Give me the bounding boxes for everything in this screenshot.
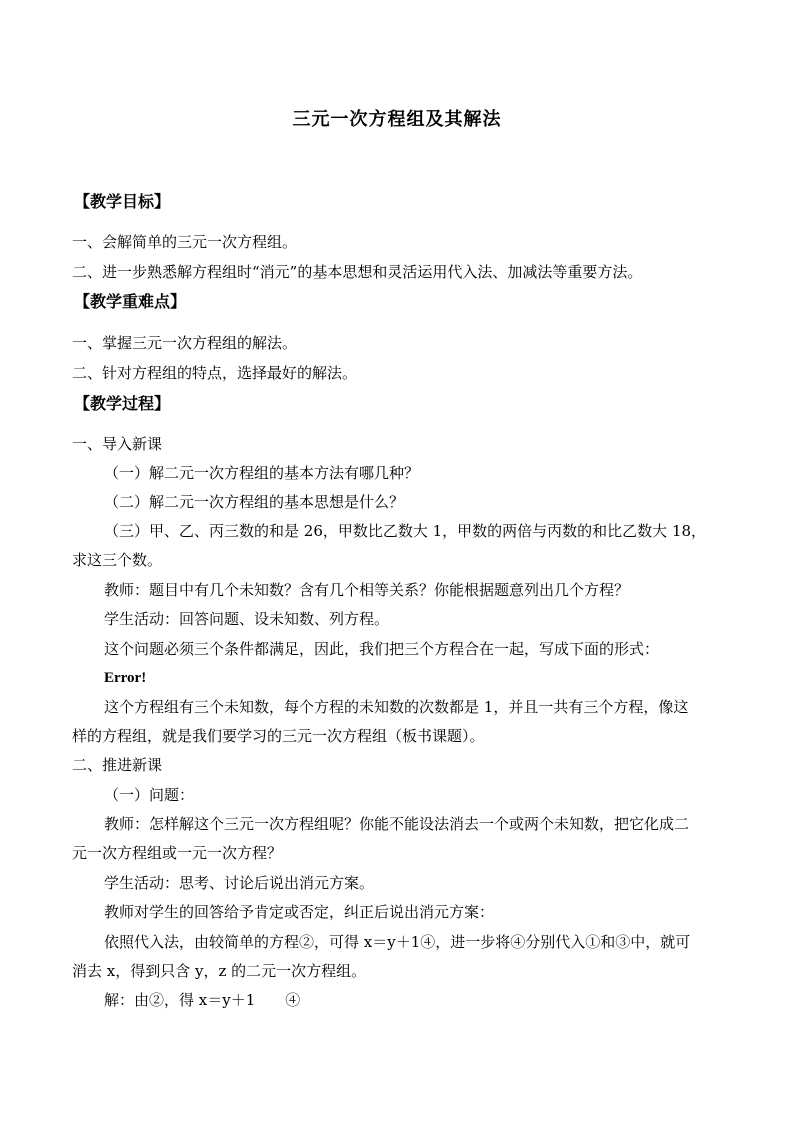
process-line-17: 教师对学生的回答给予肯定或否定，纠正后说出消元方案： xyxy=(104,903,495,921)
process-line-5: 求这三个数。 xyxy=(72,551,163,569)
process-line-7: 学生活动：回答问题、设未知数、列方程。 xyxy=(104,610,390,628)
goal-item-2: 二、进一步熟悉解方程组时“消元”的基本思想和灵活运用代入法、加减法等重要方法。 xyxy=(72,263,643,281)
key-point-item-2: 二、针对方程组的特点，选择最好的解法。 xyxy=(72,364,358,382)
page-title: 三元一次方程组及其解法 xyxy=(292,109,502,130)
process-line-11: 样的方程组，就是我们要学习的三元一次方程组（板书课题）。 xyxy=(72,727,485,745)
process-line-10: 这个方程组有三个未知数，每个方程的未知数的次数都是 1，并且一共有三个方程，像这 xyxy=(104,698,689,716)
section-heading-process: 【教学过程】 xyxy=(74,394,171,413)
goal-item-1: 一、会解简单的三元一次方程组。 xyxy=(72,233,298,251)
error-placeholder: Error! xyxy=(104,670,147,686)
process-line-3: （二）解二元一次方程组的基本思想是什么？ xyxy=(104,493,405,511)
process-line-15: 元一次方程组或一元一次方程？ xyxy=(72,844,283,862)
process-line-20: 解：由②，得 x＝y＋1 ④ xyxy=(104,991,301,1009)
process-line-18: 依照代入法，由较简单的方程②，可得 x＝y＋1④，进一步将④分别代入①和③中，就可 xyxy=(104,933,691,951)
process-line-19: 消去 x，得到只含 y，z 的二元一次方程组。 xyxy=(72,962,367,980)
process-line-12: 二、推进新课 xyxy=(72,756,163,774)
process-line-13: （一）问题： xyxy=(104,786,195,804)
section-heading-goals: 【教学目标】 xyxy=(74,192,171,211)
process-line-8: 这个问题必须三个条件都满足，因此，我们把三个方程合在一起，写成下面的形式： xyxy=(104,640,660,658)
section-heading-key-points: 【教学重难点】 xyxy=(74,292,187,311)
process-line-14: 教师：怎样解这个三元一次方程组呢？你能不能设法消去一个或两个未知数，把它化成二 xyxy=(104,815,690,833)
key-point-item-1: 一、掌握三元一次方程组的解法。 xyxy=(72,334,298,352)
process-line-4: （三）甲、乙、丙三数的和是 26，甲数比乙数大 1，甲数的两倍与丙数的和比乙数大 18， xyxy=(104,522,707,540)
process-line-1: 一、导入新课 xyxy=(72,435,163,453)
process-line-6: 教师：题目中有几个未知数？含有几个相等关系？你能根据题意列出几个方程？ xyxy=(104,581,630,599)
process-line-2: （一）解二元一次方程组的基本方法有哪几种？ xyxy=(104,464,420,482)
process-line-16: 学生活动：思考、讨论后说出消元方案。 xyxy=(104,874,375,892)
